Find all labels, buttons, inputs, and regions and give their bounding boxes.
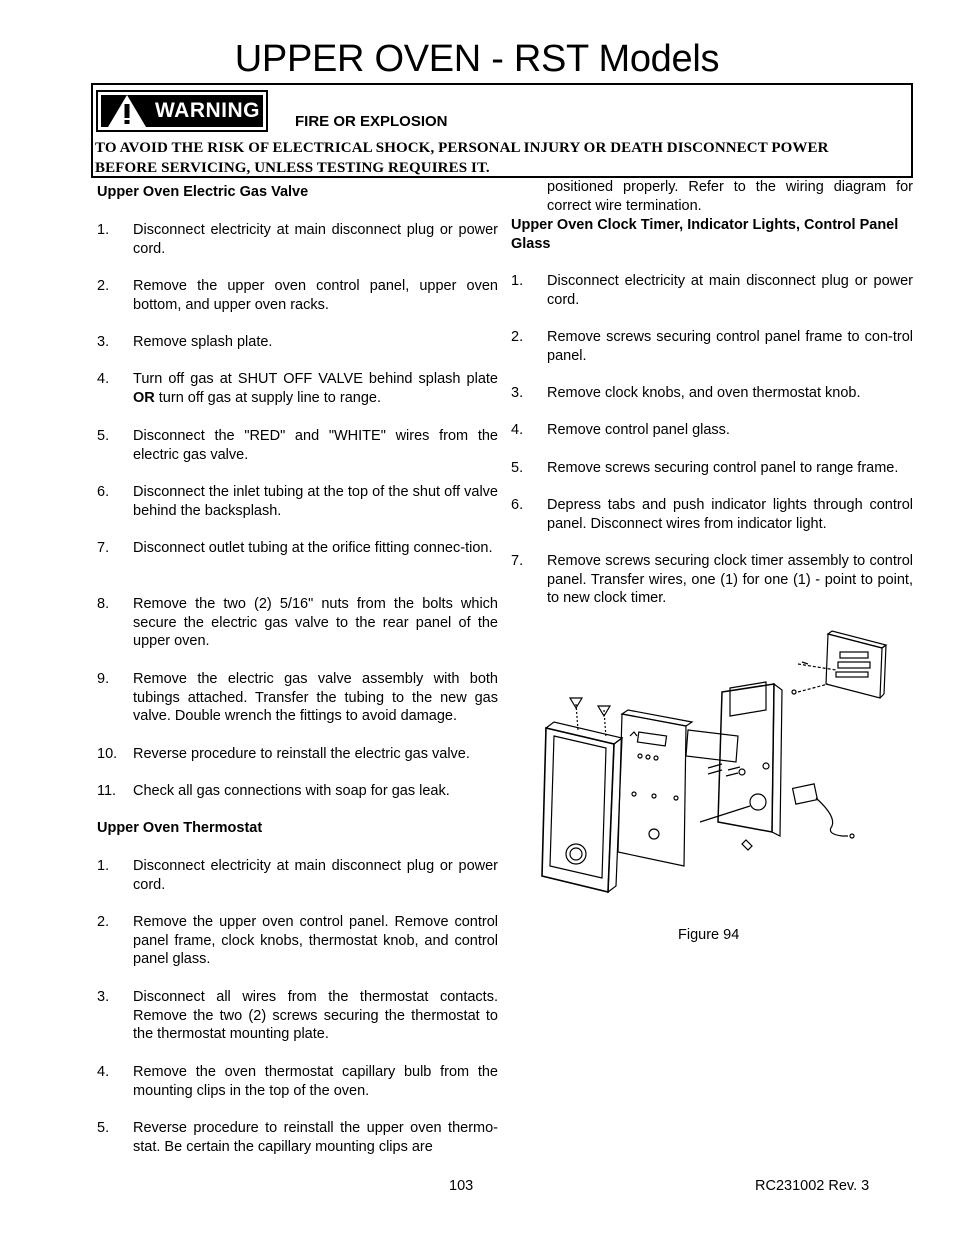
warning-label: WARNING <box>155 99 260 122</box>
step-text: Remove the electric gas valve assembly with both tubings attached. Transfer the tubing to the new gas valve. Double wrench the fittings to avoid damage. <box>133 671 498 724</box>
step-number: 6. <box>97 484 110 500</box>
step-text: Disconnect electricity at main disconnect plug or power cord. <box>133 222 498 257</box>
step-number: 3. <box>511 385 524 401</box>
step-number: 1. <box>511 273 524 289</box>
step-number: 11. <box>97 783 117 799</box>
step-text: Remove control panel glass. <box>547 422 730 438</box>
step-text: Disconnect the inlet tubing at the top of the shut off valve behind the backsplash. <box>133 484 498 519</box>
rear-housing <box>700 682 782 850</box>
step-text: Disconnect electricity at main disconnect plug or power cord. <box>133 858 498 893</box>
step-text: Remove the oven thermostat capillary bulb from the mounting clips in the top of the oven. <box>133 1064 498 1099</box>
step-number: 5. <box>97 1120 110 1136</box>
step-text: Check all gas connections with soap for gas leak. <box>133 783 450 799</box>
step-number: 3. <box>97 989 110 1005</box>
step-text: Turn off gas at SHUT OFF VALVE behind splash plate OR turn off gas at supply line to range. <box>133 371 498 406</box>
step-number: 1. <box>97 858 110 874</box>
step-number: 5. <box>97 428 110 444</box>
step-text: Remove the upper oven control panel, upper oven bottom, and upper oven racks. <box>133 278 498 313</box>
section-heading-gas-valve: Upper Oven Electric Gas Valve <box>97 184 309 200</box>
step-number: 2. <box>97 278 110 294</box>
step-text: Remove screws securing control panel frame to con-trol panel. <box>547 329 913 364</box>
step-number: 1. <box>97 222 110 238</box>
step-text: Remove screws securing control panel to range frame. <box>547 460 899 476</box>
step-text: Disconnect all wires from the thermostat contacts. Remove the two (2) screws securing the thermostat to the thermostat mounting plate. <box>133 989 498 1042</box>
page-title: UPPER OVEN - RST Models <box>234 38 720 80</box>
step-text: Remove splash plate. <box>133 334 273 350</box>
step-number: 9. <box>97 671 110 687</box>
page-number: 103 <box>449 1178 474 1194</box>
step-number: 2. <box>97 914 110 930</box>
step-number: 5. <box>511 460 524 476</box>
figure-94-exploded-diagram <box>536 626 916 906</box>
right-column: positioned properly. Refer to the wiring diagram for correct wire termination. Upper Oven Clock Timer, Indicator Lights, Control Panel Glass 1. Disconnect electricity at main disconnect plug or power cord. 2. Remove screws securing control panel frame to con-trol panel. 3. Remove clock knobs, and oven thermostat knob. 4. Remove control panel glass. 5. Remove screws securing control panel to range frame. 6. Depress tabs and push indicator lights through control panel. Disconnect wires from indicator light. 7. Remove screws securing clock timer assembly to control panel. Transfer wires, one (1) for one (1) - point to point, to new clock timer. <box>511 179 913 606</box>
step-text: Reverse procedure to reinstall the upper oven thermo-stat. Be certain the capillary mounting clips are <box>133 1120 498 1155</box>
left-column <box>97 0 498 1170</box>
step-number: 10. <box>97 746 118 762</box>
step-text: Depress tabs and push indicator lights through control panel. Disconnect wires from indicator light. <box>547 497 913 532</box>
section-heading-thermostat: Upper Oven Thermostat <box>97 820 263 836</box>
step-text: Remove clock knobs, and oven thermostat knob. <box>547 385 861 401</box>
step-number: 7. <box>511 553 524 569</box>
step-number: 3. <box>97 334 110 350</box>
section-heading-clock-timer: Upper Oven Clock Timer, Indicator Lights, Control Panel Glass <box>511 217 899 252</box>
figure-caption: Figure 94 <box>678 927 740 943</box>
step-text: Remove screws securing clock timer assembly to control panel. Transfer wires, one (1) for one (1) - point to point, to new clock timer. <box>547 553 913 606</box>
clock-timer-bracket <box>792 631 886 698</box>
step-number: 4. <box>511 422 524 438</box>
indicator-plate <box>686 730 738 762</box>
warning-line-2: BEFORE SERVICING, UNLESS TESTING REQUIRES IT. <box>95 160 490 176</box>
control-panel-frame <box>542 698 622 892</box>
step-number: 2. <box>511 329 524 345</box>
control-panel <box>618 710 692 866</box>
step-number: 6. <box>511 497 524 513</box>
step-text: Remove the upper oven control panel. Remove control panel frame, clock knobs, thermostat knob, and control panel glass. <box>133 914 498 967</box>
thermostat-capillary <box>793 784 854 838</box>
document-id: RC231002 Rev. 3 <box>755 1178 870 1194</box>
step-text: Disconnect outlet tubing at the orifice fitting connec-tion. <box>133 540 493 556</box>
step-text: Reverse procedure to reinstall the electric gas valve. <box>133 746 470 762</box>
step-number: 4. <box>97 371 110 387</box>
warning-line-1: TO AVOID THE RISK OF ELECTRICAL SHOCK, PERSONAL INJURY OR DEATH DISCONNECT POWER <box>95 140 829 156</box>
step-number: 4. <box>97 1064 110 1080</box>
hazard-title: FIRE OR EXPLOSION <box>295 113 448 130</box>
step-text: Remove the two (2) 5/16" nuts from the bolts which secure the electric gas valve to the rear panel of the upper oven. <box>133 596 498 649</box>
step-number: 8. <box>97 596 110 612</box>
step-number: 7. <box>97 540 110 556</box>
step-text: Disconnect the "RED" and "WHITE" wires from the electric gas valve. <box>133 428 498 463</box>
step-text: Disconnect electricity at main disconnect plug or power cord. <box>547 273 913 308</box>
